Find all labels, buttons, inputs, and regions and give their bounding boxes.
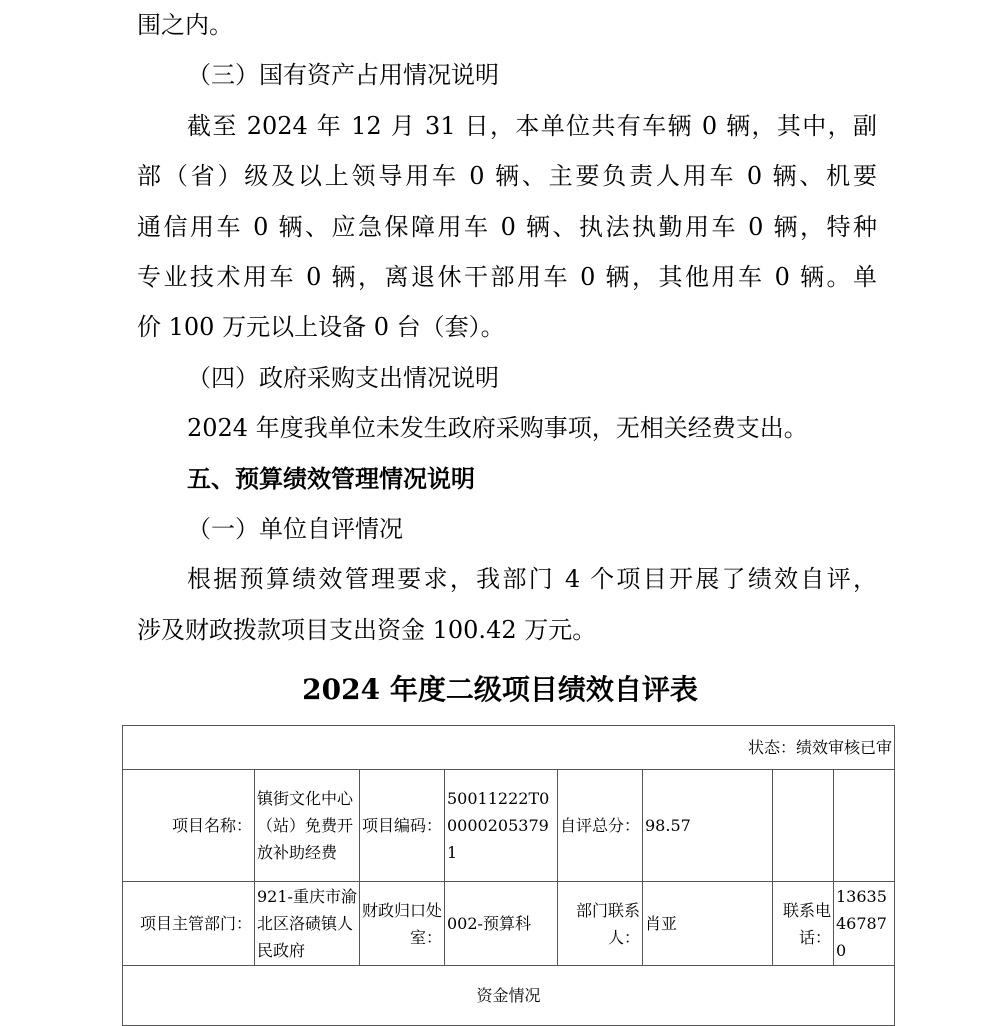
paragraph-line: 围之内。 [137, 11, 233, 39]
paragraph-line: 2024 年度我单位未发生政府采购事项，无相关经费支出。 [187, 414, 808, 443]
funds-header: 资金情况 [123, 966, 895, 1026]
paragraph-line: 专业技术用车 0 辆，离退休干部用车 0 辆，其他用车 0 辆。单 [137, 263, 877, 291]
paragraph-line: （三）国有资产占用情况说明 [187, 61, 499, 90]
paragraph-line: 部（省）级及以上领导用车 0 辆、主要负责人用车 0 辆、机要 [137, 162, 877, 191]
dept: 921-重庆市渝北区洛碛镇人民政府 [255, 882, 360, 966]
project-name: 镇街文化中心（站）免费开放补助经费 [255, 770, 360, 882]
contact: 肖亚 [643, 882, 773, 966]
score-label: 自评总分： [558, 770, 643, 882]
paragraph-line: 涉及财政拨款项目支出资金 100.42 万元。 [137, 615, 597, 644]
dept-label: 项目主管部门： [123, 882, 255, 966]
empty-cell [773, 770, 834, 882]
paragraph-line: 价 100 万元以上设备 0 台（套）。 [137, 313, 505, 342]
paragraph-line: （四）政府采购支出情况说明 [187, 363, 499, 392]
paragraph-line: 根据预算绩效管理要求，我部门 4 个项目开展了绩效自评， [187, 565, 877, 594]
finance-label: 财政归口处室： [360, 882, 445, 966]
project-name-label: 项目名称： [123, 770, 255, 882]
paragraph-line: 通信用车 0 辆、应急保障用车 0 辆、执法执勤用车 0 辆，特种 [137, 212, 877, 241]
phone-label: 联系电话： [773, 882, 834, 966]
project-code-label: 项目编码： [360, 770, 445, 882]
phone: 13635467870 [834, 882, 895, 966]
table-title: 2024 年度二级项目绩效自评表 [302, 673, 698, 706]
evaluation-table [122, 725, 895, 1026]
empty-cell [834, 770, 895, 882]
score: 98.57 [643, 770, 773, 882]
paragraph-line: （一）单位自评情况 [187, 515, 403, 543]
project-code: 50011222T000002053791 [445, 770, 558, 882]
contact-label: 部门联系人： [558, 882, 643, 966]
status-cell: 状态：绩效审核已审 [123, 726, 895, 770]
paragraph-line: 截至 2024 年 12 月 31 日，本单位共有车辆 0 辆，其中，副 [187, 111, 877, 140]
paragraph-line: 五、预算绩效管理情况说明 [187, 464, 475, 493]
finance: 002-预算科 [445, 882, 558, 966]
